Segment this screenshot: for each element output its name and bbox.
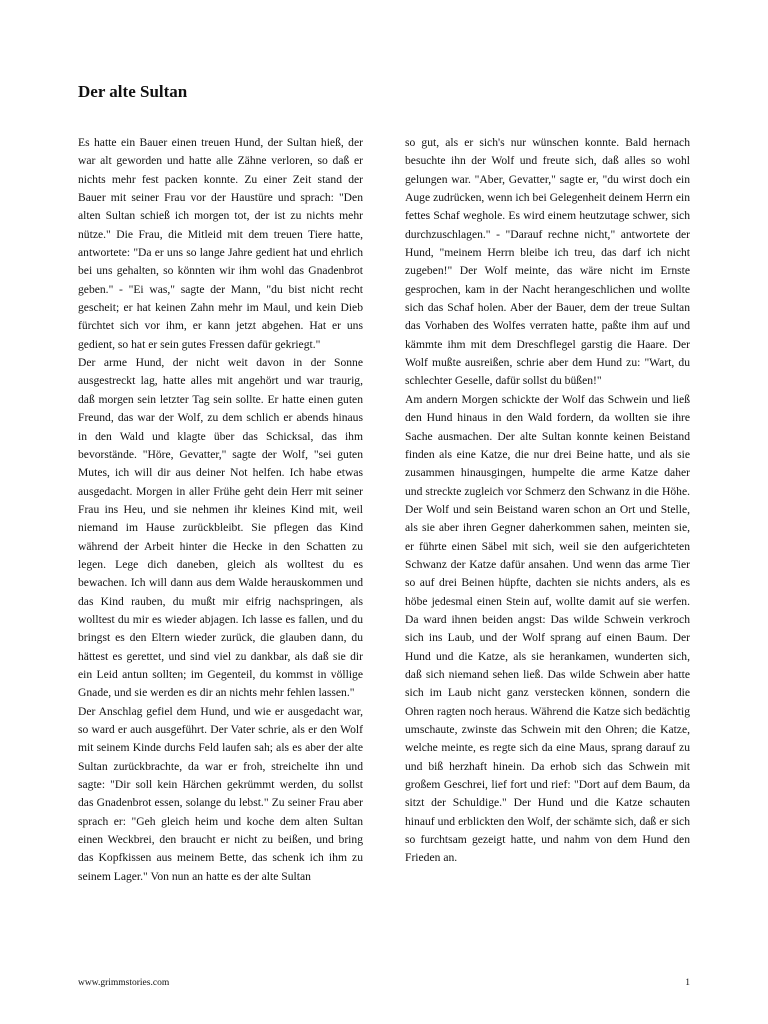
paragraph: Der Anschlag gefiel dem Hund, und wie er ausgedacht war, so ward er auch ausgeführt. Der Vater schrie, als er den Wolf mit seinem Kinde durchs Feld laufen sah; als es aber der alte Sultan zurückbrachte, da war er froh, streichelte ihn und sagte: "Dir soll kein Härchen gekrümmt werden, du sollst das Gnadenbrot essen, solange du lebst." Zu seiner Frau aber sprach er: "Geh gleich heim und koche dem alten Sultan einen Weckbrei, den braucht er nicht zu beißen, und bring das Kopfkissen aus meinem Bette, das schenk ich ihm zu seinem Lager." Von nun an hatte es der alte Sultan [78, 704, 363, 883]
footer-website: www.grimmstories.com [78, 978, 170, 988]
paragraph: Am andern Morgen schickte der Wolf das Schwein und ließ den Hund hinaus in den Wald fordern, da wollten sie ihre Sache ausmachen. Der alte Sultan konnte keinen Beistand finden als eine Katze, die nur drei Beine hatte, und als sie zusammen hinausgingen, humpelte die arme Katze daher und streckte zugleich vor Schmerz den Schwanz in die Höhe. Der Wolf und sein Beistand waren schon an Ort und Stelle, als sie aber ihren Gegner daherkommen sahen, meinten sie, er führte einen Säbel mit sich, weil sie den aufgerichteten Schwanz der Katze dafür ansahen. Und wenn das arme Tier so auf drei Beinen hüpfte, dachten sie nichts anders, als es höbe jedesmal einen Stein auf, wollte damit auf sie werfen. Da ward ihnen beiden angst: Das wilde Schwein verkroch sich ins Laub, und der Wolf sprang auf einen Baum. Der Hund und die Katze, als sie herankamen, wunderten sich, daß sich niemand sehen ließ. Das wilde Schwein aber hatte sich im Laub nicht ganz verstecken können, sondern die Ohren ragten noch heraus. Während die Katze sich bedächtig umschaute, zwinste das Schwein mit den Ohren; die Katze, welche meinte, es regte sich da eine Maus, sprang darauf zu und biß herzhaft hinein. Da erhob sich das Schwein mit großem Geschrei, lief fort und rief: "Dort auf dem Baum, da sitzt der Schuldige." Der Hund und die Katze schauten hinauf und erblickten den Wolf, der schämte sich, daß er sich so furchtsam gezeigt hatte, und nahm von dem Hund den Frieden an. [405, 392, 690, 865]
footer-page-number: 1 [685, 978, 690, 988]
paragraph: Der arme Hund, der nicht weit davon in der Sonne ausgestreckt lag, hatte alles mit angehört und war traurig, daß morgen sein letzter Tag sein sollte. Er hatte einen guten Freund, das war der Wolf, zu dem schlich er abends hinaus in den Wald und klagte über das Schicksal, das ihm bevorstände. "Höre, Gevatter," sagte der Wolf, "sei guten Mutes, ich will dir aus deiner Not helfen. Ich habe etwas ausgedacht. Morgen in aller Frühe geht dein Herr mit seiner Frau ins Heu, und sie nehmen ihr kleines Kind mit, weil niemand im Hause zurückbleibt. Sie pflegen das Kind während der Arbeit hinter die Hecke in den Schatten zu legen. Lege dich daneben, gleich als wolltest du es bewachen. Ich will dann aus dem Walde herauskommen und das Kind rauben, du mußt mir eifrig nachspringen, als wolltest du mir es wieder abjagen. Ich lasse es fallen, und du bringst es den Eltern wieder zurück, die glauben dann, du hättest es gerettet, und sind viel zu dankbar, als daß sie dir ein Leid antun sollten; im Gegenteil, du kommst in völlige Gnade, und sie werden es dir an nichts mehr fehlen lassen." [78, 356, 363, 700]
paragraph: Es hatte ein Bauer einen treuen Hund, der Sultan hieß, der war alt geworden und hatte alle Zähne verloren, so daß er nichts mehr fest packen konnte. Zu einer Zeit stand der Bauer mit seiner Frau vor der Haustüre und sprach: "Den alten Sultan schieß ich morgen tot, der ist zu nichts mehr nütze." Die Frau, die Mitleid mit dem treuen Tiere hatte, antwortete: "Da er uns so lange Jahre gedient hat und ehrlich bei uns gehalten, so könnten wir ihm wohl das Gnadenbrot geben." - "Ei was," sagte der Mann, "du bist nicht recht gescheit; er hat keinen Zahn mehr im Maul, und kein Dieb fürchtet sich vor ihm, er kann jetzt abgehen. Hat er uns gedient, so hat er sein gutes Fressen dafür gekriegt." [78, 136, 363, 351]
text-column-left [78, 134, 363, 886]
paragraph: so gut, als er sich's nur wünschen konnte. Bald hernach besuchte ihn der Wolf und freute sich, daß alles so wohl gelungen war. "Aber, Gevatter," sagte er, "du wirst doch ein Auge zudrücken, wenn ich bei Gelegenheit deinem Herrn ein fettes Schaf weghole. Es wird einem heutzutage schwer, sich durchzuschlagen." - "Darauf rechne nicht," antwortete der Hund, "meinem Herrn bleibe ich treu, das darf ich nicht zugeben!" Der Wolf meinte, das wäre nicht im Ernste gesprochen, kam in der Nacht herangeschlichen und wollte sich das Schaf holen. Aber der Bauer, dem der treue Sultan das Vorhaben des Wolfes verraten hatte, paßte ihm auf und kämmte ihm mit dem Dreschflegel garstig die Haare. Der Wolf mußte ausreißen, schrie aber dem Hund zu: "Wart, du schlechter Geselle, dafür sollst du büßen!" [405, 136, 690, 388]
text-column-right [405, 134, 690, 868]
page-title: Der alte Sultan [78, 82, 188, 101]
